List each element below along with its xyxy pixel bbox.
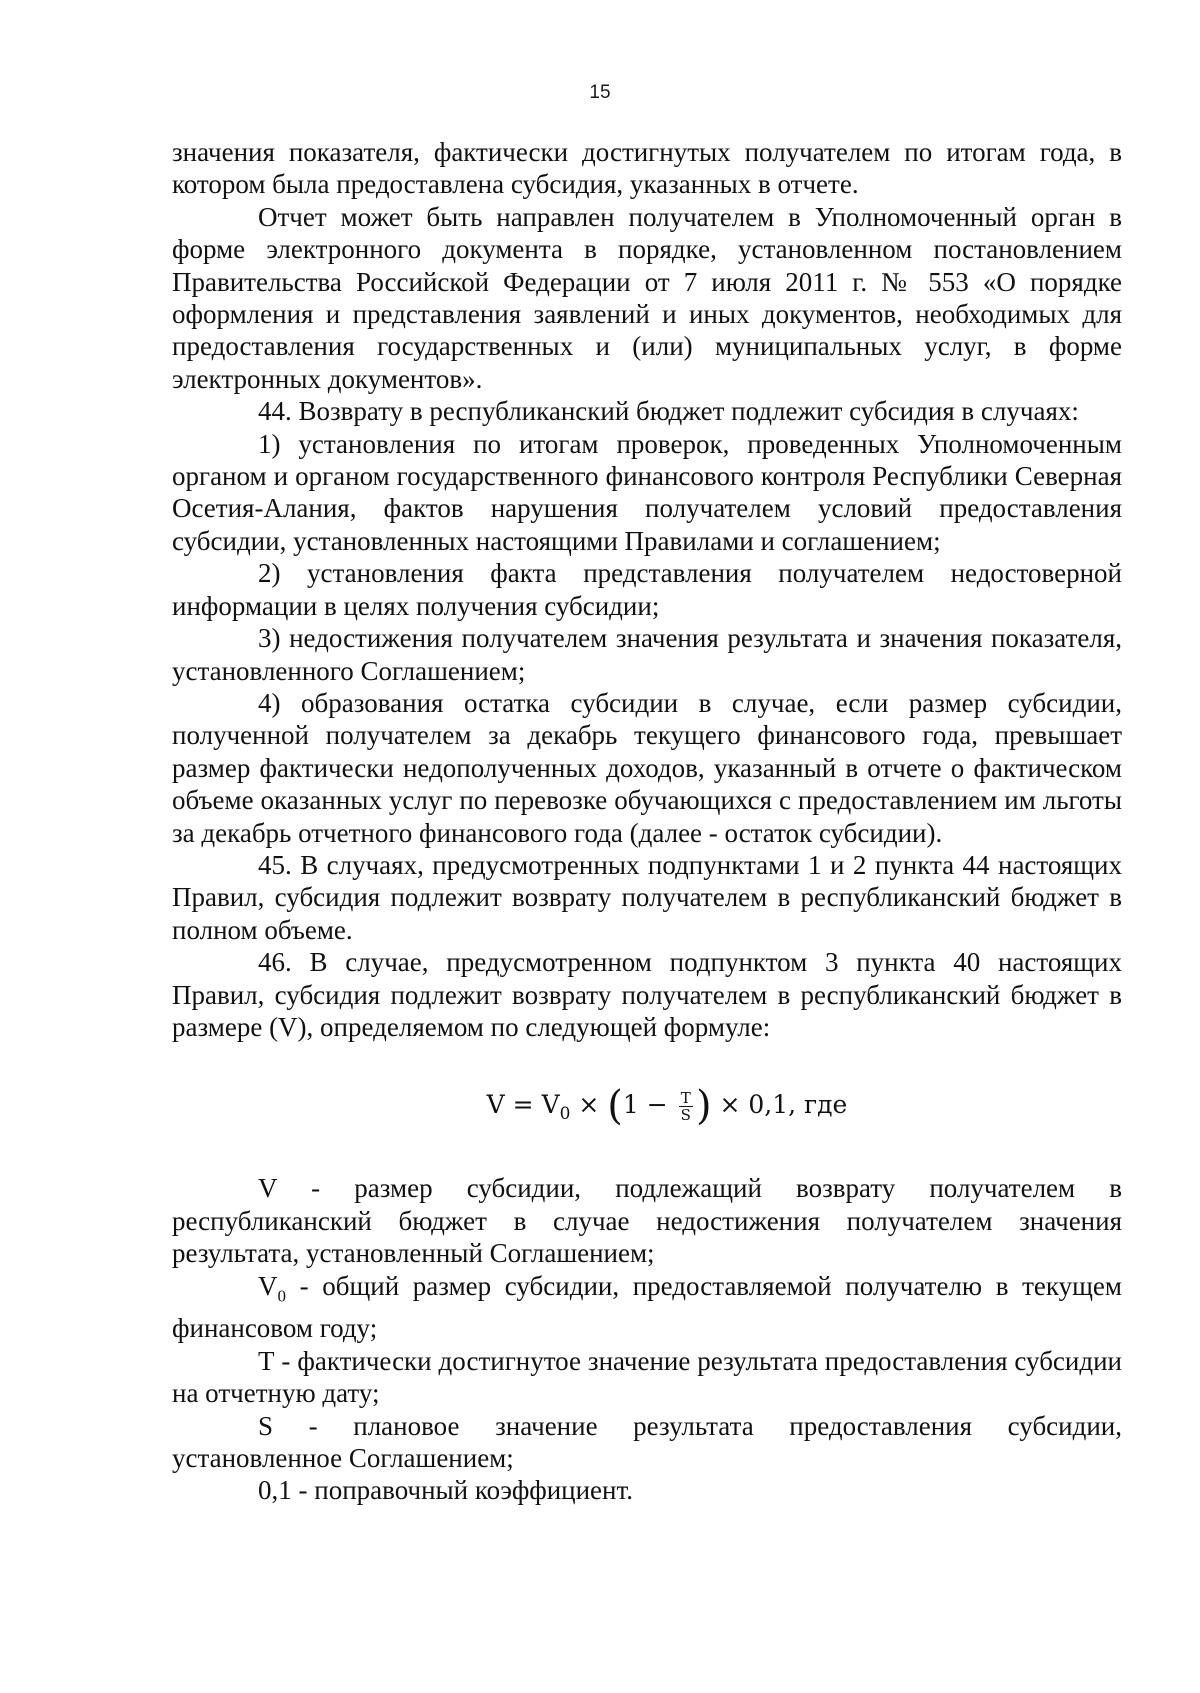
v0-subscript: 0: [277, 1285, 286, 1305]
formula: [172, 1085, 1122, 1134]
paragraph-45: 45. В случаях, предусмотренных подпунктами 1 и 2 пункта 44 настоящих Правил, субсидия подлежит возврату получателем в республиканский бюджет в полном объеме.: [172, 849, 1122, 945]
definition-coefficient: 0,1 - поправочный коэффициент.: [258, 1475, 633, 1506]
document-body: [172, 136, 1122, 1507]
definition-s: S - плановое значение результата предоставления субсидии, установленное Соглашением;: [172, 1410, 1122, 1474]
paragraph-continuation: значения показателя, фактически достигнутых получателем по итогам года, в котором была предоставлена субсидия, указанных в отчете.: [172, 137, 1122, 200]
list-item-4: 4) образования остатка субсидии в случае, если размер субсидии, полученной получателем за декабрь текущего финансового года, превышает размер фактически недополученных доходов, указанный в отчете о фактическом объеме оказанных услуг по перевозке обучающихся с предоставлением им льготы за декабрь отчетного финансового года (далее - остаток субсидии).: [172, 687, 1122, 848]
definition-v0: [172, 1270, 1122, 1345]
formula-times: ×: [570, 1090, 608, 1120]
paragraph-44: 44. Возврату в республиканский бюджет подлежит субсидия в случаях:: [258, 396, 1079, 427]
page-number: 15: [589, 82, 611, 103]
definition-t: Т - фактически достигнутое значение результата предоставления субсидии на отчетную дату;: [172, 1345, 1122, 1409]
v0-symbol: V: [258, 1270, 278, 1301]
definition-v: V - размер субсидии, подлежащий возврату получателем в республиканский бюджет в случае недостижения получателем значения результата, установленный Соглашением;: [172, 1173, 1122, 1269]
formula-tail: × 0,1, где: [711, 1090, 848, 1120]
formula-fraction: [679, 1090, 693, 1123]
formula-one-minus: 1 −: [622, 1090, 676, 1120]
list-item-1: 1) установления по итогам проверок, проведенных Уполномоченным органом и органом государственного финансового контроля Республики Северная Осетия-Алания, фактов нарушения получателем условий предоставления субсидии, установленных настоящими Правилами и соглашением;: [172, 428, 1122, 556]
fraction-numerator: T: [679, 1090, 693, 1107]
list-item-3: 3) недостижения получателем значения результата и значения показателя, установленного Соглашением;: [172, 623, 1122, 686]
formula-close-paren: ): [695, 1083, 712, 1130]
fraction-denominator: S: [680, 1106, 691, 1125]
formula-subscript: 0: [559, 1104, 571, 1125]
formula-lhs: V = V: [486, 1090, 560, 1120]
formula-open-paren: (: [607, 1083, 623, 1130]
paragraph-report-submission: Отчет может быть направлен получателем в Уполномоченный орган в форме электронного документа в порядке, установленном постановлением Правительства Российской Федерации от 7 июля 2011 г. № 553 «О порядке оформления и представления заявлений и иных документов, необходимых для предоставления государственных и (или) муниципальных услуг, в форме электронных документов».: [172, 201, 1122, 394]
v0-text: - общий размер субсидии, предоставляемой получателю в текущем финансовом году;: [172, 1270, 1122, 1344]
list-item-2: 2) установления факта представления получателем недостоверной информации в целях получения субсидии;: [172, 558, 1122, 621]
paragraph-46: 46. В случае, предусмотренном подпунктом 3 пункта 40 настоящих Правил, субсидия подлежит возврату получателем в республиканский бюджет в размере (V), определяемом по следующей формуле:: [172, 947, 1122, 1042]
